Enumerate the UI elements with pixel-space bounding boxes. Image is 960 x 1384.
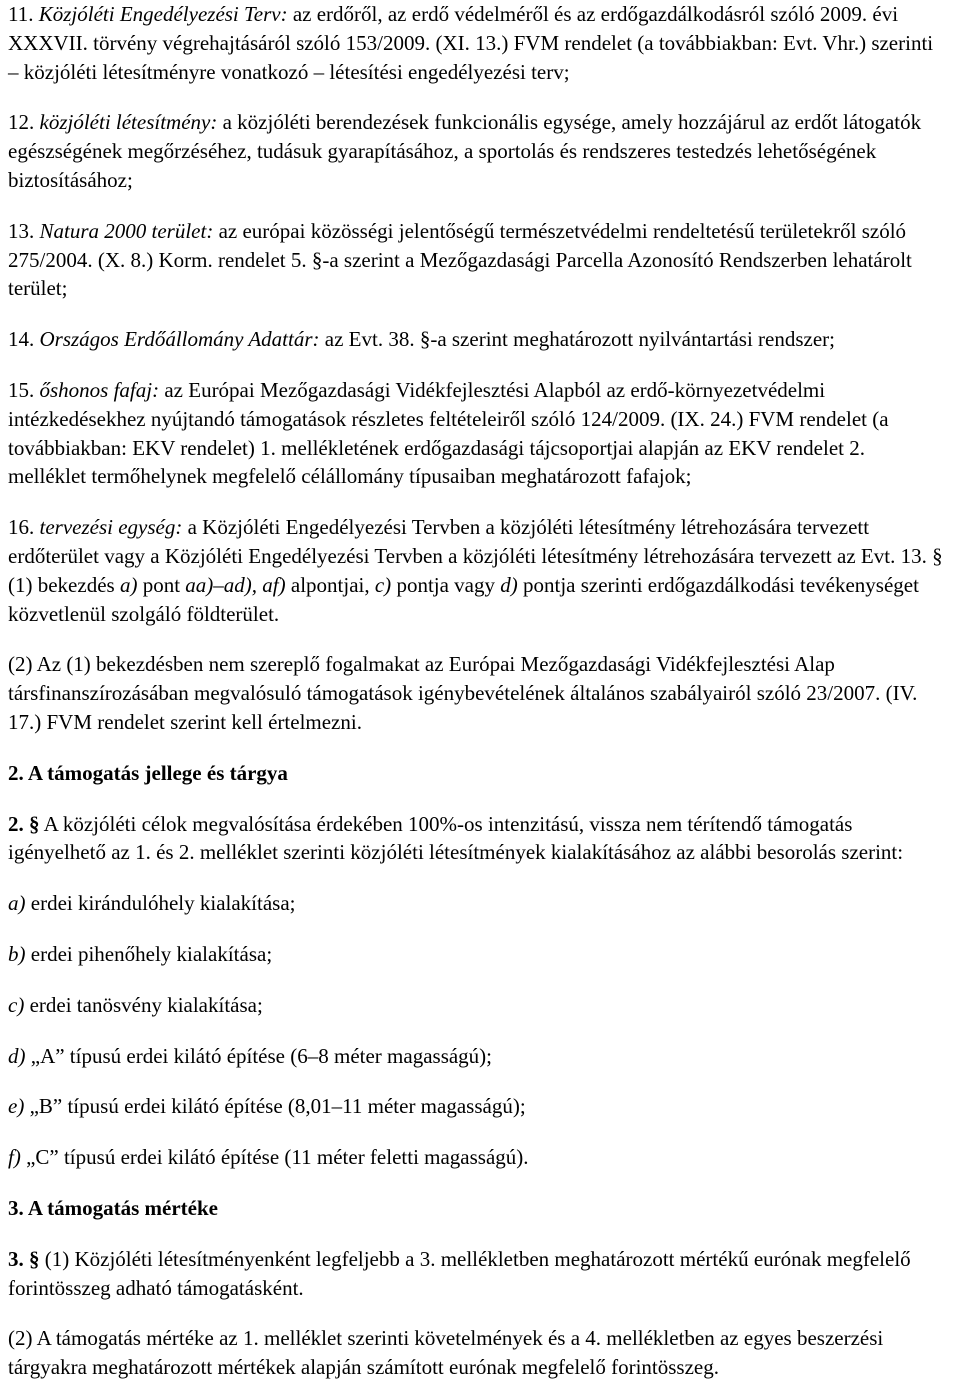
text-run: – közjóléti létesítményre vonatkozó – létesítési engedélyezési terv; [8, 59, 570, 84]
text-line [8, 462, 960, 491]
text-run: a Közjóléti Engedélyezési Tervben a közjóléti létesítmény létrehozására tervezett [182, 515, 870, 540]
text-line [8, 0, 960, 29]
strong-text: 2. § [8, 811, 40, 836]
section-3-paragraph-2 [8, 1324, 960, 1382]
text-line [8, 1324, 960, 1353]
definition-item-11 [8, 0, 960, 86]
text-run: alpontjai, [285, 572, 375, 597]
text-line [8, 434, 960, 463]
emphasized-text: Közjóléti Engedélyezési Terv: [38, 2, 288, 26]
section-3-heading [8, 1194, 960, 1223]
text-run: az Európai Mezőgazdasági Vidékfejlesztési Alapból az erdő-környezetvédelmi [159, 377, 826, 402]
text-run: 11. [8, 2, 39, 26]
text-run: 13. [8, 218, 40, 243]
text-run: továbbiakban: EKV rendelet) 1. mellékletének erdőgazdasági tájcsoportjai alapján az EKV rendelet 2. [8, 435, 865, 460]
text-run: 14. [8, 327, 40, 352]
text-run: (2) Az (1) bekezdésben nem szereplő fogalmakat az Európai Mezőgazdasági Vidékfejlesztési Alap [8, 652, 835, 677]
text-line [8, 405, 960, 434]
definition-item-12 [8, 108, 960, 194]
text-line [8, 1245, 960, 1274]
text-line [8, 217, 960, 246]
text-run: terület; [8, 276, 68, 301]
text-run: tárgyakra meghatározott mértékek alapján számított eurónak megfelelő forintösszeg. [8, 1355, 719, 1380]
definition-item-13 [8, 217, 960, 303]
text-line [8, 1353, 960, 1382]
section-2-heading [8, 759, 960, 788]
text-line [8, 889, 960, 918]
text-line [8, 571, 960, 600]
text-run: erdőterület vagy a Közjóléti Engedélyezési Tervben a közjóléti létesítmény létrehozására tervezett az Evt. 13. § [8, 543, 943, 568]
text-line [8, 600, 960, 629]
emphasized-text: d) [8, 1043, 26, 1068]
text-run: 275/2004. (X. 8.) Korm. rendelet 5. §-a szerint a Mezőgazdasági Parcella Azonosító Rendszerben lehatárolt [8, 247, 912, 272]
text-run: biztosításához; [8, 167, 133, 192]
text-run: az európai közösségi jelentőségű természetvédelmi rendeltetésű területekről szóló [213, 218, 907, 243]
text-run: erdei tanösvény kialakítása; [24, 992, 263, 1017]
text-line [8, 29, 960, 58]
section-3-paragraph-1 [8, 1245, 960, 1303]
support-category-item-b [8, 940, 960, 969]
emphasized-text: d) [500, 572, 518, 597]
text-run: A közjóléti célok megvalósítása érdekében 100%-os intenzitású, vissza nem térítendő támogatás [39, 811, 853, 836]
support-category-item-f [8, 1143, 960, 1172]
text-run: társfinanszírozásában megvalósuló támogatások igénybevételének általános szabályairól szóló 23/2007. (IV. [8, 681, 918, 706]
definition-item-16 [8, 513, 960, 628]
text-line [8, 1092, 960, 1121]
text-run: 17.) FVM rendelet szerint kell értelmezni. [8, 709, 362, 734]
text-run: (2) A támogatás mértéke az 1. melléklet szerinti követelmények és a 4. mellékletben az egyes beszerzési [8, 1326, 884, 1351]
emphasized-text: a) [8, 891, 26, 916]
text-run: intézkedésekhez nyújtandó támogatások részletes feltételeiről szóló 124/2009. (IX. 24.) FVM rendelet (a [8, 406, 889, 431]
text-run: pont [137, 572, 186, 597]
definitions-closing-paragraph [8, 650, 960, 736]
text-line [8, 513, 960, 542]
text-line [8, 679, 960, 708]
text-line [8, 325, 960, 354]
text-run: (1) bekezdés [8, 572, 120, 597]
text-run: a közjóléti berendezések funkcionális egysége, amely hozzájárul az erdőt látogatók [217, 110, 922, 135]
support-category-item-a [8, 889, 960, 918]
support-category-item-d [8, 1042, 960, 1071]
text-line [8, 940, 960, 969]
text-run: az erdőről, az erdő védelméről és az erdőgazdálkodásról szóló 2009. évi [287, 2, 899, 26]
strong-text: 3. § [8, 1246, 40, 1271]
text-run: (1) Közjóléti létesítményenként legfeljebb a 3. mellékletben meghatározott mértékű eurónak megfelelő [39, 1246, 911, 1271]
text-run: melléklet termőhelynek megfelelő célállomány típusaiban meghatározott fafajok; [8, 464, 692, 489]
strong-text: 3. A támogatás mértéke [8, 1195, 218, 1220]
text-run: XXXVII. törvény végrehajtásáról szóló 153/2009. (XI. 13.) FVM rendelet (a továbbiakban: Evt. Vhr.) szerinti [8, 30, 934, 55]
text-line [8, 274, 960, 303]
text-run: 15. [8, 377, 40, 402]
emphasized-text: c) [374, 572, 392, 597]
text-run: 16. [8, 515, 40, 540]
text-line [8, 137, 960, 166]
emphasized-text: c) [8, 992, 25, 1017]
emphasized-text: f) [8, 1145, 21, 1170]
emphasized-text: e) [8, 1094, 25, 1119]
text-line [8, 1194, 960, 1223]
text-run: „B” típusú erdei kilátó építése (8,01–11 méter magasságú); [24, 1094, 526, 1119]
text-line [8, 1042, 960, 1071]
emphasized-text: a) [119, 572, 138, 597]
emphasized-text: Országos Erdőállomány Adattár: [39, 327, 320, 352]
definition-item-15 [8, 376, 960, 491]
section-2-paragraph [8, 810, 960, 868]
text-run: 12. [8, 110, 40, 135]
text-line [8, 108, 960, 137]
emphasized-text: tervezési egység: [39, 515, 183, 540]
text-line [8, 376, 960, 405]
text-run: pontja vagy [391, 572, 501, 597]
text-run: erdei kirándulóhely kialakítása; [25, 891, 296, 916]
emphasized-text: aa)–ad), af) [185, 572, 286, 597]
text-line [8, 708, 960, 737]
text-line [8, 991, 960, 1020]
text-line [8, 58, 960, 87]
text-line [8, 759, 960, 788]
strong-text: 2. A támogatás jellege és tárgya [8, 760, 288, 785]
text-run: igényelhető az 1. és 2. melléklet szerinti közjóléti létesítmények kialakításához az alábbi besorolás szerint: [8, 840, 904, 865]
text-line [8, 1274, 960, 1303]
text-run: pontja szerinti erdőgazdálkodási tevékenységet [517, 572, 919, 597]
text-line [8, 166, 960, 195]
text-run: forintösszeg adható támogatásként. [8, 1275, 304, 1300]
text-run: egészségének megőrzéséhez, tudásuk gyarapításához, a sportolás és rendszeres testedzés lehetőségének [8, 139, 877, 164]
support-category-item-e [8, 1092, 960, 1121]
emphasized-text: b) [8, 941, 26, 966]
text-run: erdei pihenőhely kialakítása; [25, 941, 273, 966]
text-line [8, 1143, 960, 1172]
emphasized-text: őshonos fafaj: [39, 377, 160, 402]
support-category-item-c [8, 991, 960, 1020]
text-line [8, 838, 960, 867]
text-line [8, 246, 960, 275]
emphasized-text: közjóléti létesítmény: [39, 110, 218, 135]
text-line [8, 542, 960, 571]
text-run: „C” típusú erdei kilátó építése (11 méter feletti magasságú). [20, 1145, 529, 1170]
text-line [8, 810, 960, 839]
definition-item-14 [8, 325, 960, 354]
text-run: „A” típusú erdei kilátó építése (6–8 méter magasságú); [25, 1043, 493, 1068]
text-line [8, 650, 960, 679]
text-run: közvetlenül szolgáló földterület. [8, 601, 280, 626]
text-run: az Evt. 38. §-a szerint meghatározott nyilvántartási rendszer; [319, 327, 835, 352]
emphasized-text: Natura 2000 terület: [39, 218, 214, 243]
